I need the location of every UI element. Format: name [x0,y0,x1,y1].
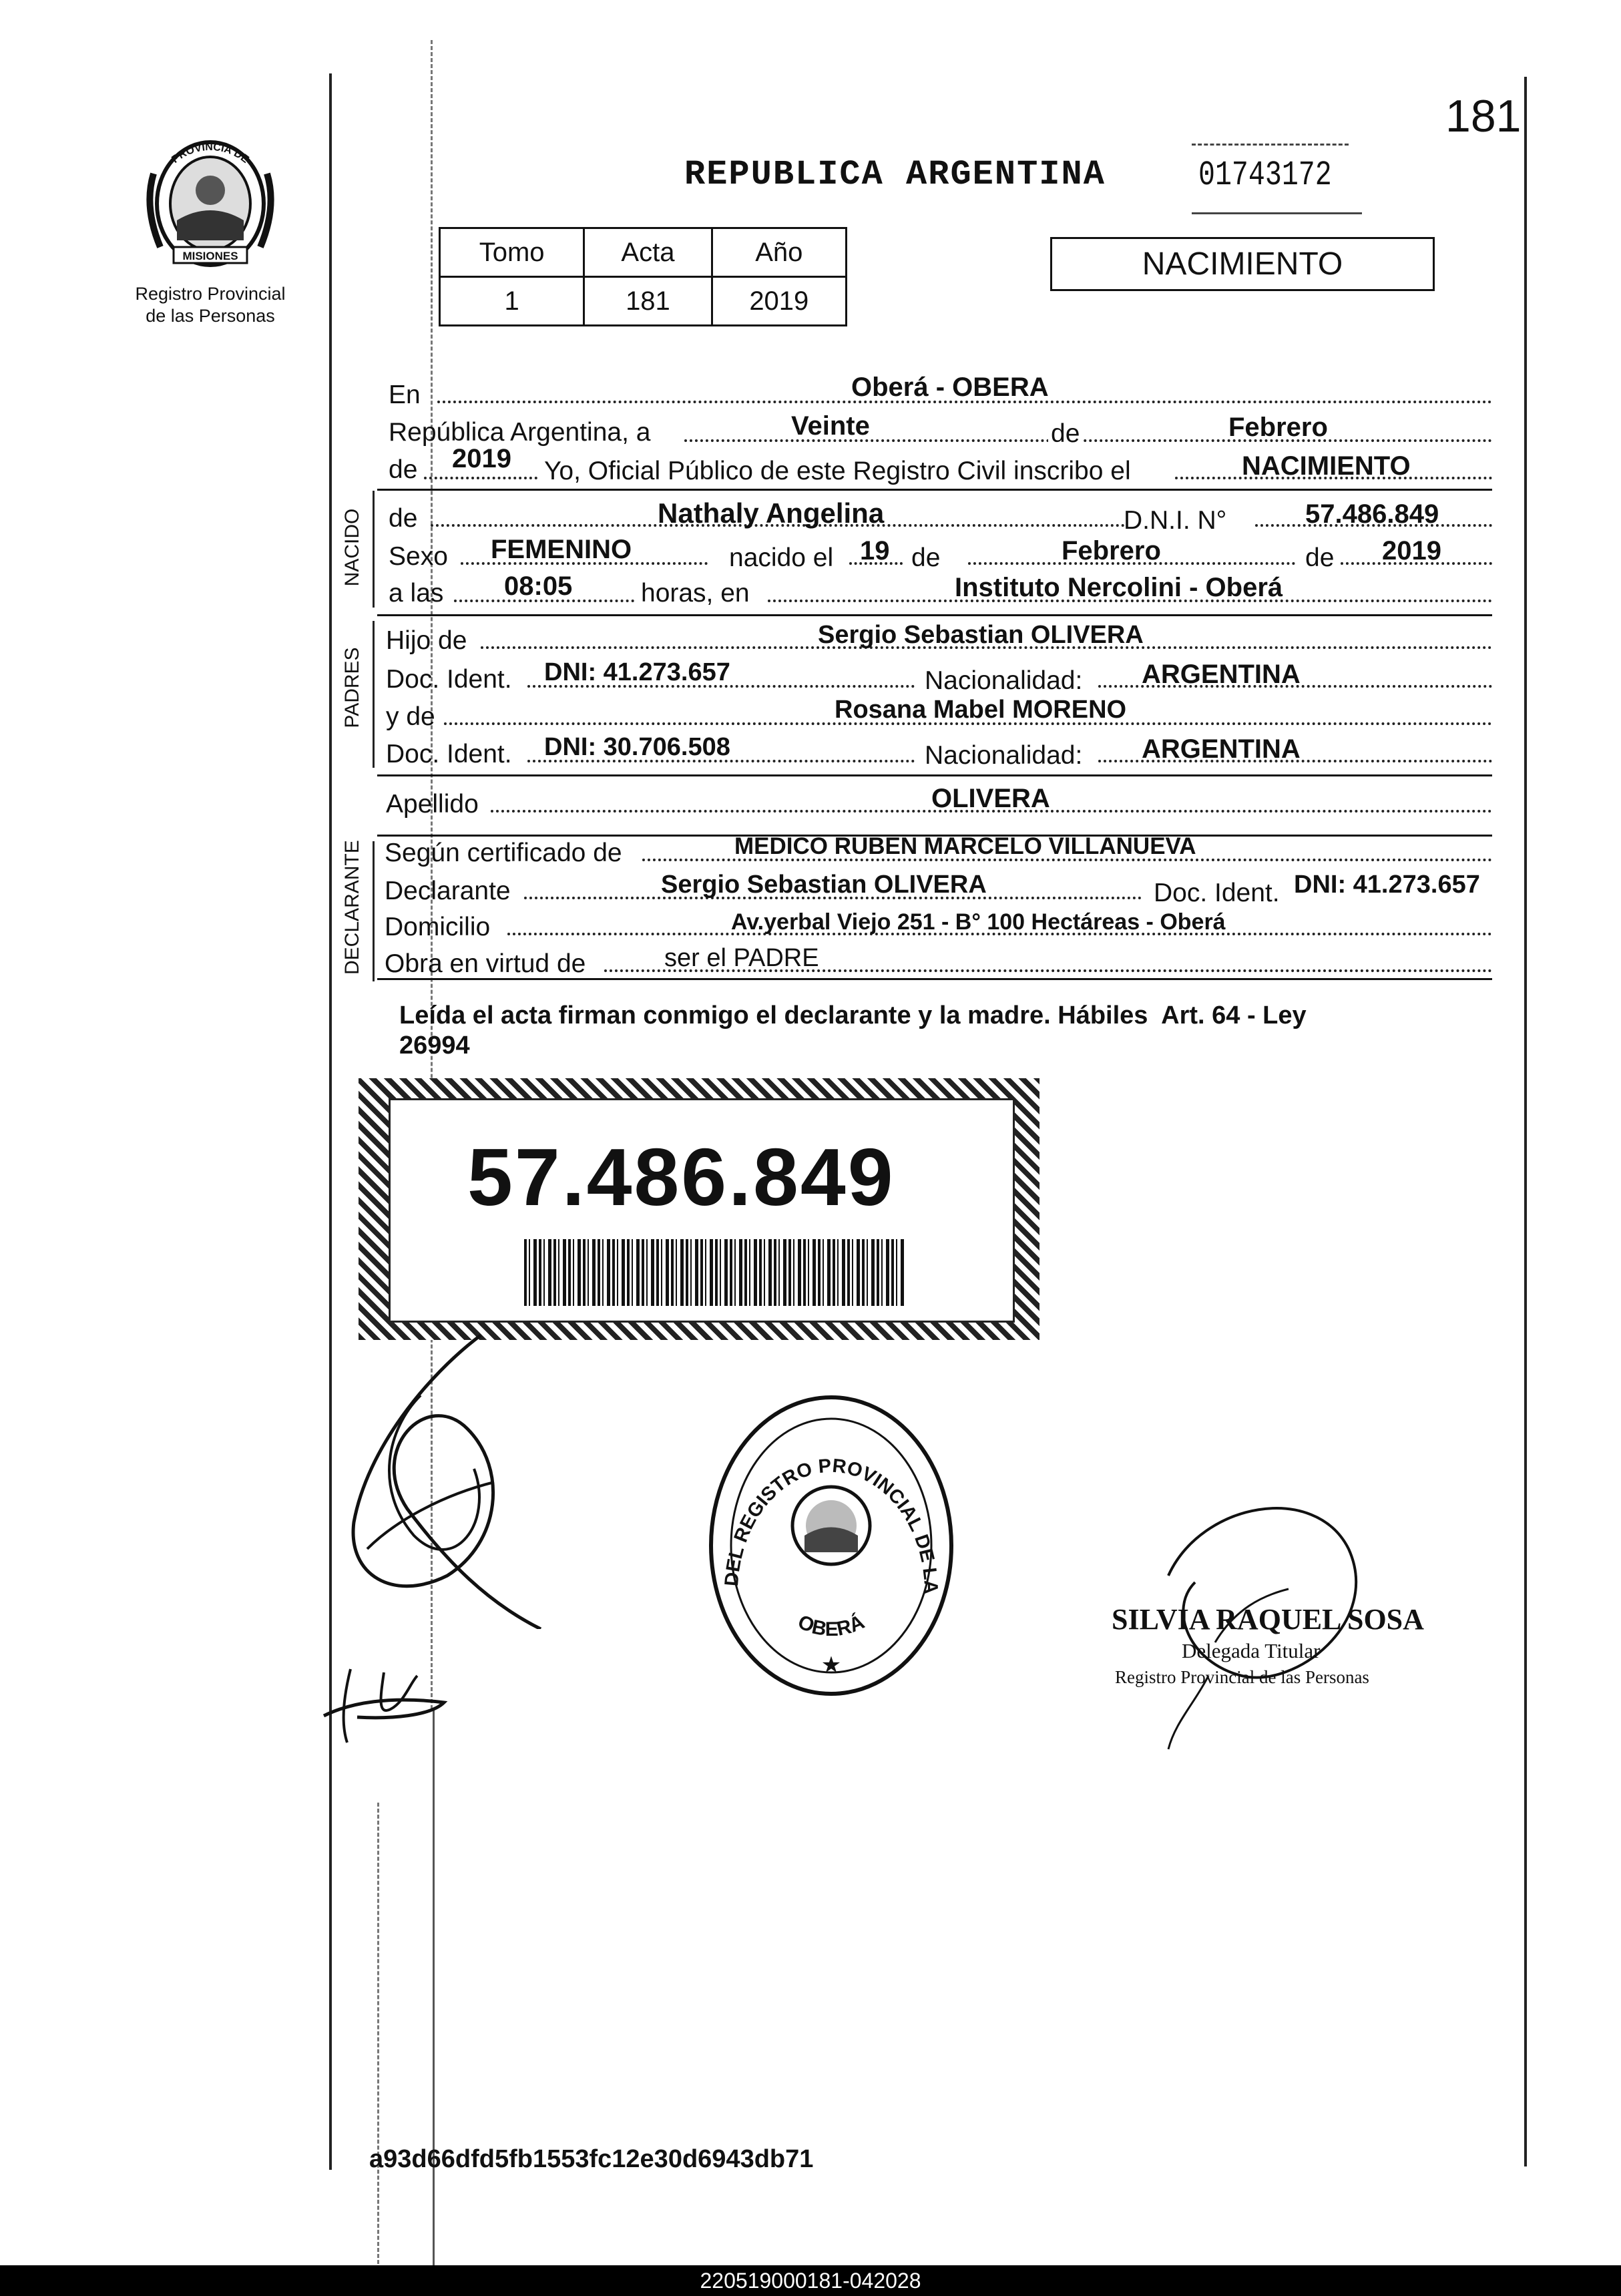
year: 2019 [452,444,511,473]
act-type-box [1050,237,1435,291]
hora: 08:05 [504,571,573,601]
registry-name-line2: de las Personas [146,306,275,326]
fold-line-left [377,1803,379,2270]
padre-doc: DNI: 41.273.657 [544,658,730,686]
doc3-label: Doc. Ident. [1154,879,1280,907]
official-office: Registro Provincial de las Personas [1115,1667,1369,1687]
doc2-label: Doc. Ident. [386,740,512,768]
doc1-label: Doc. Ident. [386,665,512,694]
svg-text:OBERÁ: OBERÁ [794,1610,868,1641]
official-name: SILVIA RAQUEL SOSA [1112,1603,1424,1636]
table-row [440,277,847,326]
delegation-seal [704,1392,958,1699]
fold-line-lower [433,1709,435,2270]
en-label: En [389,381,421,409]
y-de-label: y de [386,702,435,731]
domicilio-label: Domicilio [385,913,491,941]
madre: Rosana Mabel MORENO [835,696,1127,724]
nombre-value: Nathaly Angelina [658,497,885,529]
closing-note-line1: Leída el acta firman conmigo el declarante y la madre. Hábiles Art. 64 - Ley [399,1001,1307,1029]
dni-stamp-number: 57.486.849 [467,1132,895,1222]
registry-name-line1: Registro Provincial [135,284,286,304]
official-role: Delegada Titular [1182,1639,1321,1662]
section-label-padres: PADRES [341,647,363,728]
nacido-el-label: nacido el [729,543,834,572]
page-number: 181 [1445,91,1522,142]
stamp-barcode [524,1239,905,1306]
section-bracket-declarante [373,841,375,981]
closing-note-line2: 26994 [399,1031,470,1060]
padre-nac: ARGENTINA [1142,660,1301,689]
sexo-value: FEMENINO [491,535,632,564]
section-bracket-padres [373,621,375,768]
year-dots [424,477,537,479]
section-label-declarante: DECLARANTE [341,840,363,975]
declarante: Sergio Sebastian OLIVERA [661,871,987,899]
divider-3 [377,774,1492,776]
declarante-doc: DNI: 41.273.657 [1294,871,1480,899]
header-cell-acta: Acta [584,228,712,277]
initials-signature [310,1656,471,1749]
sexo-label: Sexo [389,542,448,571]
section-label-nacido: NACIDO [341,508,363,587]
lugar: Instituto Nercolini - Oberá [955,573,1283,602]
footer-bar [0,2265,1621,2296]
birth-year: 2019 [1382,536,1441,565]
republica-label: República Argentina, a [389,418,651,447]
nac2-label: Nacionalidad: [925,741,1083,770]
serial-box-bottom [1192,212,1362,214]
serial-number: 01743172 [1198,156,1332,195]
divider-2 [377,614,1492,616]
document-hash: a93d66dfd5fb1553fc12e30d6943db71 [369,2145,814,2173]
virtud: ser el PADRE [664,944,819,972]
certificado-label: Según certificado de [385,839,622,867]
de2-label: de [389,455,418,484]
acta-value: 181 [584,277,712,326]
de3-label: de [911,543,941,572]
header-cell-ano: Año [712,228,846,277]
tomo-value: 1 [440,277,584,326]
domicilio: Av.yerbal Viejo 251 - B° 100 Hectáreas - Oberá [731,909,1226,935]
madre-nac: ARGENTINA [1142,734,1301,764]
certificado: MEDICO RUBEN MARCELO VILLANUEVA [734,833,1196,859]
apellido-label: Apellido [386,790,479,819]
svg-text:DELEGACION DEL REGISTRO PROVIN: DEL REGISTRO PROVINCIAL DE LA [721,1455,942,1595]
ano-value: 2019 [712,277,846,326]
serial-box-top [1192,144,1349,146]
a-las-label: a las [389,579,444,608]
declarant-signature [327,1322,581,1629]
section-bracket-nacido [373,491,375,608]
de1-label: de [1048,421,1082,447]
dni-value: 57.486.849 [1305,499,1439,529]
divider-5 [377,978,1492,980]
left-margin-line [329,73,332,2170]
month: Febrero [1228,413,1328,442]
province-seal [140,134,280,274]
virtud-label: Obra en virtud de [385,949,586,978]
madre-doc: DNI: 30.706.508 [544,733,730,761]
svg-text:MISIONES: MISIONES [182,250,238,262]
right-margin-line [1524,77,1527,2166]
record-table [439,227,847,326]
nombre-label: de [389,504,418,533]
hijo-de-label: Hijo de [386,626,467,655]
apellido: OLIVERA [931,784,1050,813]
birth-month: Febrero [1062,536,1161,565]
declarante-label: Declarante [385,877,511,905]
svg-text:★: ★ [821,1652,842,1678]
horas-en-label: horas, en [641,579,750,608]
de4-label: de [1305,543,1335,572]
birth-day: 19 [860,536,890,565]
header-cell-tomo: Tomo [440,228,584,277]
dni-stamp [359,1078,1039,1340]
padre: Sergio Sebastian OLIVERA [818,621,1144,649]
footer-barcode-text: 220519000181-042028 [700,2268,921,2293]
dni-label: D.N.I. N° [1124,506,1227,535]
nac1-label: Nacionalidad: [925,666,1083,695]
dni-stamp-inner [389,1098,1015,1323]
divider-1 [377,489,1492,491]
inscribo-value: NACIMIENTO [1242,451,1411,481]
document-title: REPUBLICA ARGENTINA [684,155,1106,194]
table-header-row [440,228,847,277]
act-type: NACIMIENTO [1142,246,1343,282]
svg-text:PROVINCIA DE: PROVINCIA DE [170,141,251,166]
en-value: Oberá - OBERA [851,373,1049,402]
inscribo-label: Yo, Oficial Público de este Registro Civil inscribo el [544,457,1131,485]
day-words: Veinte [791,411,870,441]
